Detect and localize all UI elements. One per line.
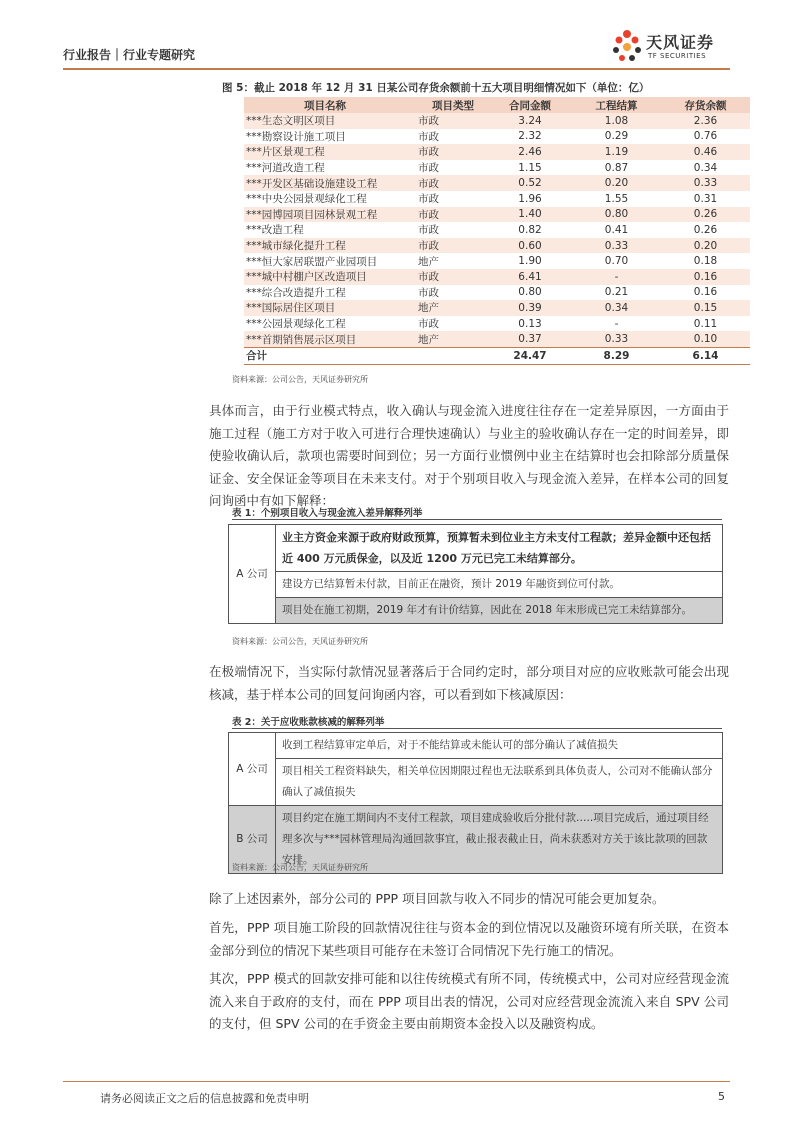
table-cell: 收到工程结算审定单后，对于不能结算或未能认可的部分确认了减值损失 bbox=[276, 733, 723, 759]
header-rule bbox=[63, 68, 730, 70]
table-cell: 0.16 bbox=[661, 269, 750, 285]
table-cell: 8.29 bbox=[572, 347, 661, 364]
table-cell: 0.80 bbox=[572, 207, 661, 223]
inventory-table bbox=[244, 97, 750, 365]
table-cell: 0.70 bbox=[604, 255, 629, 268]
table2-source: 资料来源：公司公告，天风证券研究所 bbox=[232, 863, 368, 872]
table-cell: 0.33 bbox=[572, 331, 661, 347]
table-cell: 0.13 bbox=[518, 317, 542, 330]
table-cell: 市政 bbox=[404, 113, 488, 129]
table-cell: ***河道改造工程 bbox=[246, 162, 325, 175]
brand-name-cn: 天风证券 bbox=[646, 33, 715, 52]
table-cell: ***开发区基础设施建设工程 bbox=[244, 175, 404, 191]
table-cell: ***公园景观绿化工程 bbox=[246, 318, 346, 331]
table-cell: ***园博园项目园林景观工程 bbox=[244, 207, 404, 223]
table-cell: 0.31 bbox=[693, 192, 718, 205]
table-cell: 业主方资金来源于政府财政预算，预算暂未到位业主方未支付工程款；差异金额中还包括近 400 万元质保金，以及近 1200 万元已完工未结算部分。 bbox=[276, 525, 723, 572]
col-header: 合同金额 bbox=[488, 97, 572, 113]
table-row bbox=[244, 238, 750, 254]
table-cell: ***综合改造提升工程 bbox=[246, 286, 346, 299]
company-label: A 公司 bbox=[229, 733, 276, 806]
table-cell: 0.39 bbox=[488, 300, 572, 316]
table-row bbox=[244, 144, 750, 160]
table-cell: 0.41 bbox=[604, 223, 629, 236]
table-cell: 市政 bbox=[404, 144, 488, 160]
table-row bbox=[244, 300, 750, 316]
receivable-writedown-table bbox=[228, 732, 723, 874]
inventory-table-body bbox=[244, 113, 750, 364]
table-cell: ***片区景观工程 bbox=[244, 144, 404, 160]
table-cell: ***首期销售展示区项目 bbox=[244, 331, 404, 347]
col-header: 存货余额 bbox=[661, 97, 750, 113]
table-cell: 6.41 bbox=[488, 269, 572, 285]
table-cell: 地产 bbox=[404, 331, 488, 347]
table-cell: 2.46 bbox=[488, 144, 572, 160]
table-cell: 0.21 bbox=[604, 286, 629, 299]
table-total-row bbox=[244, 347, 750, 364]
body-paragraph: 除了上述因素外，部分公司的 PPP 项目回款与收入不同步的情况可能会更加复杂。 bbox=[209, 891, 665, 906]
table-cell: 地产 bbox=[404, 300, 488, 316]
figure5-title: 图 5：截止 2018 年 12 月 31 日某公司存货余额前十五大项目明细情况如下（单位：亿） bbox=[222, 82, 650, 94]
table-cell: 市政 bbox=[404, 175, 488, 191]
table-cell: 0.34 bbox=[693, 161, 718, 174]
table-cell: 0.26 bbox=[693, 223, 718, 236]
table-cell: 0.29 bbox=[604, 130, 629, 143]
table-cell: ***恒大家居联盟产业园项目 bbox=[246, 255, 378, 268]
table2-title-rule bbox=[232, 728, 722, 729]
table-row bbox=[244, 175, 750, 191]
table-cell: 3.24 bbox=[488, 113, 572, 129]
table-row bbox=[244, 269, 750, 285]
table-cell: 0.46 bbox=[661, 144, 750, 160]
table-row bbox=[244, 207, 750, 223]
table-cell: 2.36 bbox=[661, 113, 750, 129]
table-cell: 0.20 bbox=[572, 175, 661, 191]
table-cell bbox=[404, 347, 488, 364]
table-row bbox=[244, 160, 750, 176]
table-cell: 0.15 bbox=[661, 300, 750, 316]
table-cell: - bbox=[572, 269, 661, 285]
table-cell: 0.33 bbox=[572, 238, 661, 254]
inventory-table-header bbox=[244, 97, 750, 113]
table-cell: 6.14 bbox=[661, 347, 750, 364]
col-header: 工程结算 bbox=[572, 97, 661, 113]
table1-title-rule bbox=[232, 519, 722, 520]
table-cell: 2.32 bbox=[518, 130, 542, 143]
body-paragraph: 首先，PPP 项目施工阶段的回款情况往往与资本金的到位情况以及融资环境有所关联，在资本金部分到位的情况下某些项目可能存在未签订合同情况下先行施工的情况。 bbox=[209, 920, 729, 958]
table-row bbox=[244, 316, 750, 332]
table-cell: 0.16 bbox=[693, 286, 718, 299]
table-cell: 0.52 bbox=[488, 175, 572, 191]
table-cell: ***勘察设计施工项目 bbox=[246, 130, 346, 143]
table-cell: 市政 bbox=[404, 207, 488, 223]
table-cell: 0.26 bbox=[661, 207, 750, 223]
table-cell: 1.96 bbox=[518, 192, 542, 205]
table-cell: 0.10 bbox=[661, 331, 750, 347]
table-row bbox=[229, 733, 723, 759]
table2-title: 表 2：关于应收账款核减的解释列举 bbox=[232, 717, 385, 728]
table-cell: ***生态文明区项目 bbox=[244, 113, 404, 129]
table1-source: 资料来源：公司公告，天风证券研究所 bbox=[232, 637, 368, 646]
flower-logo-icon bbox=[610, 28, 644, 66]
table-cell: 0.37 bbox=[488, 331, 572, 347]
table-row bbox=[244, 285, 750, 301]
table-cell: ***城市绿化提升工程 bbox=[244, 238, 404, 254]
table-cell: ***改造工程 bbox=[246, 224, 304, 237]
table-cell: 1.55 bbox=[604, 192, 629, 205]
body-paragraph: 在极端情况下，当实际付款情况显著落后于合同约定时，部分项目对应的应收账款可能会出现核减，基于样本公司的回复问询函内容，可以看到如下核减原因： bbox=[209, 664, 729, 702]
report-category: 行业报告｜行业专题研究 bbox=[63, 48, 196, 62]
col-header: 项目名称 bbox=[244, 97, 404, 113]
table-cell: 市政 bbox=[418, 286, 439, 299]
table-cell: 0.76 bbox=[693, 130, 718, 143]
table-cell: ***中央公园景观绿化工程 bbox=[246, 193, 367, 206]
table-cell: 市政 bbox=[418, 162, 439, 175]
table-cell: 市政 bbox=[418, 224, 439, 237]
table-cell: 1.19 bbox=[572, 144, 661, 160]
table-cell: 市政 bbox=[418, 193, 439, 206]
table-cell: 地产 bbox=[418, 255, 439, 268]
page-number: 5 bbox=[718, 1090, 725, 1103]
table-cell: 市政 bbox=[404, 269, 488, 285]
table-cell: 0.34 bbox=[572, 300, 661, 316]
table-cell: ***城中村棚户区改造项目 bbox=[244, 269, 404, 285]
table-cell: ***国际居住区项目 bbox=[244, 300, 404, 316]
table-cell: 0.20 bbox=[661, 238, 750, 254]
page-header bbox=[63, 33, 730, 74]
col-header: 项目类型 bbox=[404, 97, 488, 113]
figure5-source: 资料来源：公司公告，天风证券研究所 bbox=[232, 375, 368, 384]
table-row bbox=[229, 598, 723, 624]
table-row bbox=[244, 191, 750, 207]
table-cell: 市政 bbox=[404, 238, 488, 254]
brand-logo bbox=[610, 28, 730, 66]
table-row bbox=[229, 572, 723, 598]
table-cell: 0.60 bbox=[488, 238, 572, 254]
table1-title: 表 1：个别项目收入与现金流入差异解释列举 bbox=[232, 508, 423, 519]
table-cell: 市政 bbox=[418, 130, 439, 143]
table-cell: 0.18 bbox=[693, 255, 718, 268]
table-cell: 0.33 bbox=[661, 175, 750, 191]
table-cell: 0.80 bbox=[518, 286, 542, 299]
table-row bbox=[244, 331, 750, 347]
table-cell: 0.11 bbox=[693, 317, 718, 330]
table-cell: 项目约定在施工期间内不支付工程款，项目建成验收后分批付款…..项目完成后，通过项目经理多次与***园林管理局沟通回款事宜，截止报表截止日，尚未获悉对方关于该比款项的回款安排。 bbox=[276, 806, 723, 874]
footer-disclaimer: 请务必阅读正文之后的信息披露和免责申明 bbox=[100, 1092, 309, 1105]
table-cell: 1.40 bbox=[488, 207, 572, 223]
table-cell: 项目相关工程资料缺失，相关单位因期限过程也无法联系到具体负责人，公司对不能确认部分确认了减值损失 bbox=[276, 759, 723, 806]
body-paragraph: 具体而言，由于行业模式特点，收入确认与现金流入进度往往存在一定差异原因，一方面由于施工过程（施工方对于收入可进行合理快速确认）与业主的验收确认存在一定的时间差异，即使验收确认后，款项也需要时间到位；另一方面行业惯例中业主在结算时也会扣除部分质量保证金、安全保证金等项目在未来支付。对于个别项目收入与现金流入差异，在样本公司的回复问询函中有如下解释： bbox=[209, 403, 729, 508]
table-cell: 项目处在施工初期，2019 年才有计价结算，因此在 2018 年末形成已完工未结算部分。 bbox=[276, 598, 723, 624]
table-row bbox=[244, 113, 750, 129]
brand-name-en: TF SECURITIES bbox=[648, 52, 707, 60]
table-row bbox=[244, 222, 750, 238]
company-label: B 公司 bbox=[229, 806, 276, 874]
body-paragraph: 其次，PPP 模式的回款安排可能和以往传统模式有所不同，传统模式中，公司对应经营现金流流入来自于政府的支付，而在 PPP 项目出表的情况，公司对应经营现金流流入来自 SPV 公司的支付，但 SPV 公司的在手资金主要由前期资本金投入以及融资构成。 bbox=[209, 971, 729, 1031]
table-row bbox=[244, 253, 750, 269]
table-cell: 24.47 bbox=[488, 347, 572, 364]
table-cell: - bbox=[614, 317, 619, 330]
table-row bbox=[229, 759, 723, 806]
company-label: A 公司 bbox=[229, 525, 276, 624]
table-cell: 1.15 bbox=[518, 161, 542, 174]
table-cell: 1.90 bbox=[518, 255, 542, 268]
table-row bbox=[229, 525, 723, 572]
table-cell: 0.87 bbox=[604, 161, 629, 174]
table-cell: 建设方已结算暂未付款，目前正在融资，预计 2019 年融资到位可付款。 bbox=[276, 572, 723, 598]
table-cell: 0.82 bbox=[518, 223, 542, 236]
footer-rule bbox=[63, 1081, 730, 1082]
table-cell: 合计 bbox=[244, 347, 404, 364]
revenue-cash-diff-table bbox=[228, 524, 723, 624]
table-cell: 市政 bbox=[418, 318, 439, 331]
table-cell: 1.08 bbox=[572, 113, 661, 129]
table-row bbox=[244, 129, 750, 145]
